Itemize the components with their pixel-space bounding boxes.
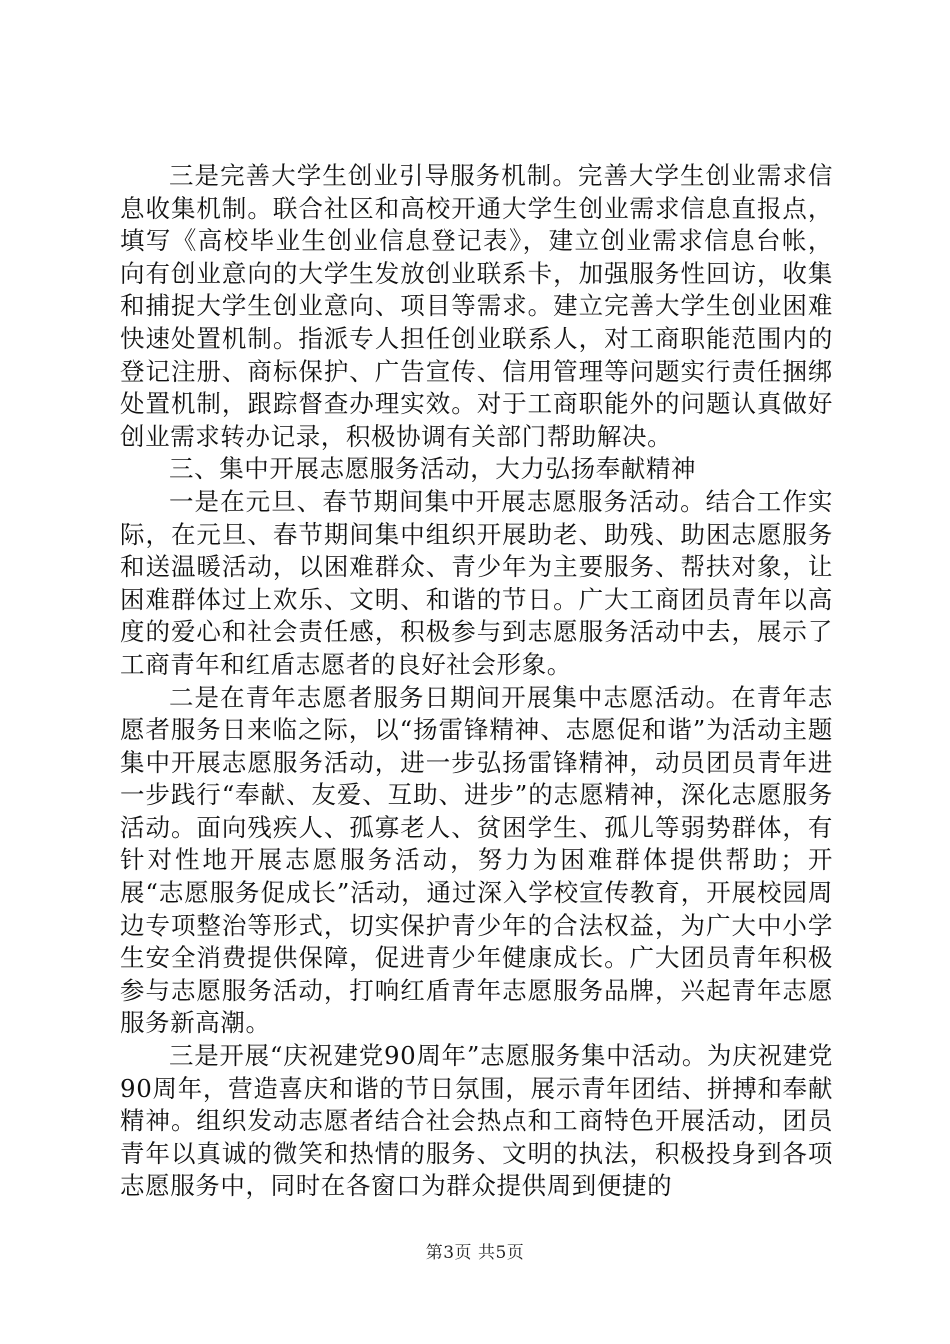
paragraph-new-year-volunteer: 一是在元旦、春节期间集中开展志愿服务活动。结合工作实际，在元旦、春节期间集中组织开展助老、助残、助困志愿服务和送温暖活动，以困难群众、青少年为主要服务、帮扶对象，让困难群体过上欢乐、文明、和谐的节日。广大工商团员青年以高度的爱心和社会责任感，积极参与到志愿服务活动中去，展示了工商青年和红盾志愿者的良好社会形象。	[120, 486, 833, 679]
section-heading-volunteer-service: 三、集中开展志愿服务活动，大力弘扬奉献精神	[169, 454, 697, 484]
document-body	[120, 160, 833, 1203]
page-number-footer: 第3页 共5页	[425, 1243, 525, 1263]
paragraph-party-anniversary: 三是开展“庆祝建党90周年”志愿服务集中活动。为庆祝建党90周年，营造喜庆和谐的节日氛围，展示青年团结、拼搏和奉献精神。组织发动志愿者结合社会热点和工商特色开展活动，团员青年以真诚的微笑和热情的服务、文明的执法，积极投身到各项志愿服务中，同时在各窗口为群众提供周到便捷的	[120, 1041, 833, 1201]
paragraph-volunteer-day: 二是在青年志愿者服务日期间开展集中志愿活动。在青年志愿者服务日来临之际，以“扬雷锋精神、志愿促和谐”为活动主题集中开展志愿服务活动，进一步弘扬雷锋精神，动员团员青年进一步践行“奉献、友爱、互助、进步”的志愿精神，深化志愿服务活动。面向残疾人、孤寡老人、贫困学生、孤儿等弱势群体，有针对性地开展志愿服务活动，努力为困难群体提供帮助；开展“志愿服务促成长”活动，通过深入学校宣传教育，开展校园周边专项整治等形式，切实保护青少年的合法权益，为广大中小学生安全消费提供保障，促进青少年健康成长。广大团员青年积极参与志愿服务活动，打响红盾青年志愿服务品牌，兴起青年志愿服务新高潮。	[120, 682, 833, 1038]
paragraph-entrepreneurship-service: 三是完善大学生创业引导服务机制。完善大学生创业需求信息收集机制。联合社区和高校开通大学生创业需求信息直报点，填写《高校毕业生创业信息登记表》，建立创业需求信息台帐，向有创业意向的大学生发放创业联系卡，加强服务性回访，收集和捕捉大学生创业意向、项目等需求。建立完善大学生创业困难快速处置机制。指派专人担任创业联系人，对工商职能范围内的登记注册、商标保护、广告宣传、信用管理等问题实行责任捆绑处置机制，跟踪督查办理实效。对于工商职能外的问题认真做好创业需求转办记录，积极协调有关部门帮助解决。	[120, 161, 833, 451]
